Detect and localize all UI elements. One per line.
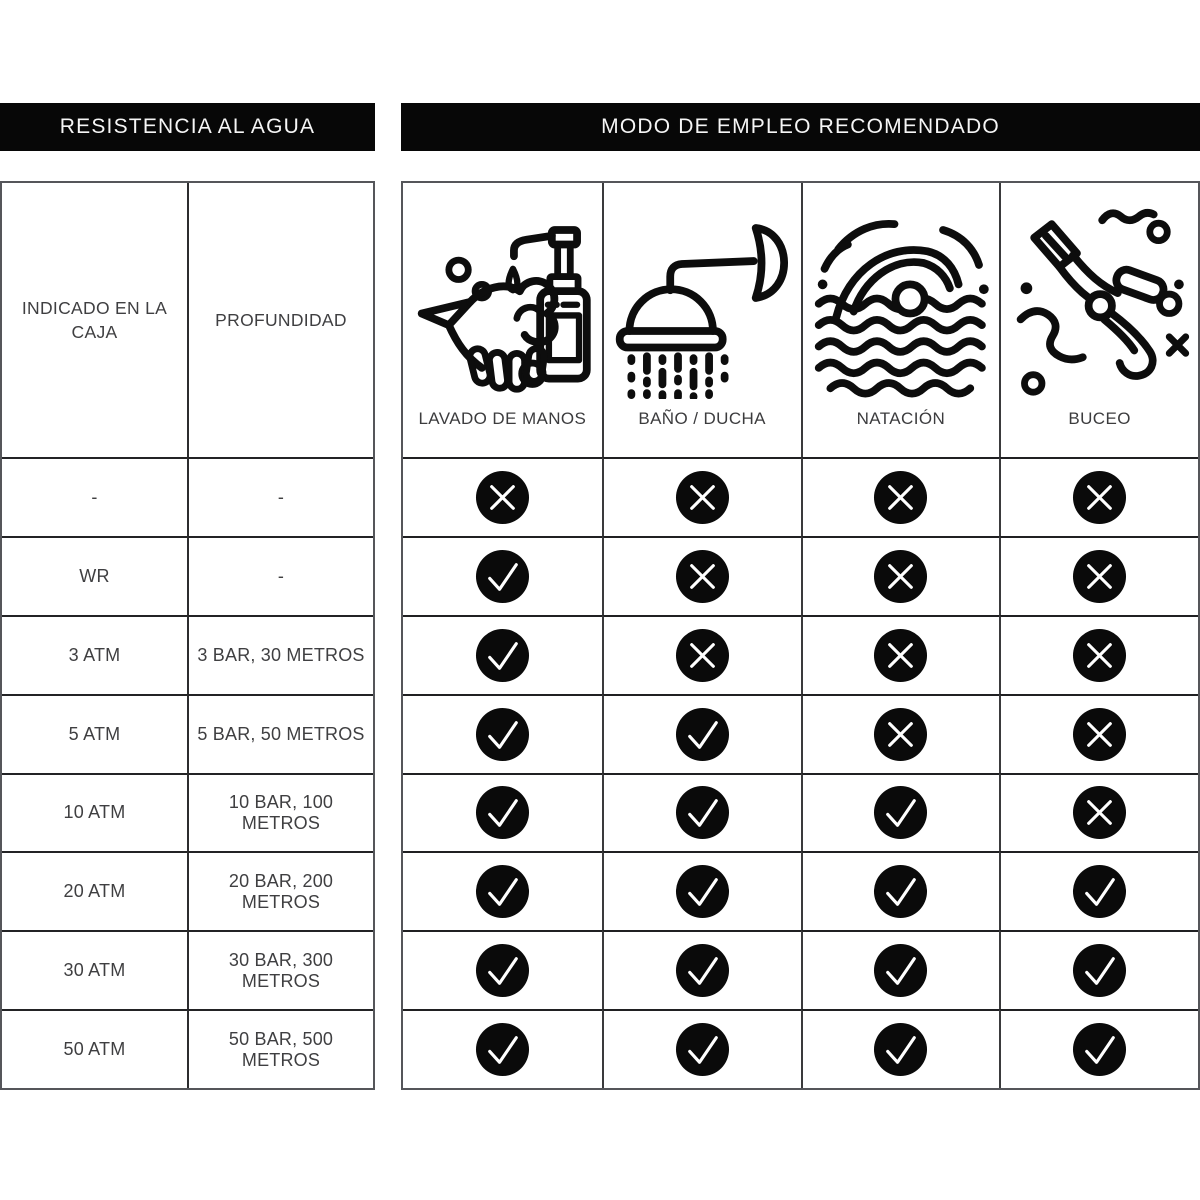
usage-mark-cell (999, 930, 1198, 1009)
check-icon (873, 1022, 928, 1077)
usage-column-handwash (403, 183, 602, 457)
profundidad-cell: - (187, 536, 373, 615)
water-resistance-table (0, 181, 375, 1090)
cross-icon (873, 707, 928, 762)
usage-mark-cell (602, 1009, 801, 1088)
check-icon (675, 1022, 730, 1077)
handwash-icon (410, 195, 595, 399)
usage-mark-cell (999, 1009, 1198, 1088)
usage-mark-cell (602, 536, 801, 615)
cross-icon (873, 470, 928, 525)
usage-mark-cell (999, 615, 1198, 694)
usage-mark-cell (403, 851, 602, 930)
cross-icon (675, 549, 730, 604)
check-icon (475, 549, 530, 604)
usage-mark-cell (403, 773, 602, 852)
usage-column-swimming (801, 183, 1000, 457)
check-icon (475, 864, 530, 919)
check-icon (675, 785, 730, 840)
profundidad-cell: 5 BAR, 50 METROS (187, 694, 373, 773)
profundidad-cell: 20 BAR, 200 METROS (187, 851, 373, 930)
recommended-use-header-bar: MODO DE EMPLEO RECOMENDADO (401, 103, 1200, 151)
check-icon (675, 864, 730, 919)
usage-mark-cell (801, 457, 1000, 536)
caja-cell: - (2, 457, 187, 536)
usage-column-label: NATACIÓN (856, 409, 946, 428)
cross-icon (1072, 628, 1127, 683)
caja-cell: 5 ATM (2, 694, 187, 773)
check-icon (1072, 864, 1127, 919)
profundidad-cell: - (187, 457, 373, 536)
caja-cell: 50 ATM (2, 1009, 187, 1088)
check-icon (675, 707, 730, 762)
check-icon (475, 1022, 530, 1077)
usage-mark-cell (602, 851, 801, 930)
usage-column-label: BAÑO / DUCHA (638, 409, 766, 428)
profundidad-cell: 50 BAR, 500 METROS (187, 1009, 373, 1088)
caja-cell: 3 ATM (2, 615, 187, 694)
cross-icon (873, 628, 928, 683)
usage-mark-cell (403, 536, 602, 615)
usage-mark-cell (801, 536, 1000, 615)
usage-column-label: BUCEO (1068, 409, 1131, 428)
usage-column-shower (602, 183, 801, 457)
cross-icon (675, 628, 730, 683)
caja-cell: WR (2, 536, 187, 615)
recommended-use-table (401, 181, 1200, 1090)
usage-column-label: LAVADO DE MANOS (418, 409, 587, 428)
check-icon (873, 785, 928, 840)
usage-mark-cell (999, 694, 1198, 773)
profundidad-cell: 10 BAR, 100 METROS (187, 773, 373, 852)
profundidad-cell: 30 BAR, 300 METROS (187, 930, 373, 1009)
usage-mark-cell (999, 851, 1198, 930)
usage-mark-cell (403, 1009, 602, 1088)
profundidad-column-header: PROFUNDIDAD (187, 183, 373, 457)
check-icon (1072, 943, 1127, 998)
usage-mark-cell (801, 930, 1000, 1009)
usage-mark-cell (602, 773, 801, 852)
diving-icon (1007, 195, 1192, 399)
usage-mark-cell (403, 457, 602, 536)
water-resistance-header-bar: RESISTENCIA AL AGUA (0, 103, 375, 151)
check-icon (1072, 1022, 1127, 1077)
check-icon (475, 707, 530, 762)
usage-mark-cell (999, 457, 1198, 536)
swimming-icon (809, 195, 994, 399)
usage-mark-cell (602, 930, 801, 1009)
check-icon (873, 864, 928, 919)
cross-icon (1072, 470, 1127, 525)
check-icon (675, 943, 730, 998)
caja-cell: 30 ATM (2, 930, 187, 1009)
usage-mark-cell (602, 694, 801, 773)
usage-mark-cell (801, 851, 1000, 930)
caja-column-header: INDICADO EN LA CAJA (21, 297, 168, 342)
usage-mark-cell (403, 694, 602, 773)
check-icon (475, 785, 530, 840)
usage-mark-cell (801, 615, 1000, 694)
usage-mark-cell (999, 773, 1198, 852)
usage-mark-cell (999, 536, 1198, 615)
cross-icon (1072, 785, 1127, 840)
usage-mark-cell (403, 930, 602, 1009)
usage-mark-cell (801, 1009, 1000, 1088)
cross-icon (475, 470, 530, 525)
usage-mark-cell (403, 615, 602, 694)
cross-icon (1072, 549, 1127, 604)
profundidad-cell: 3 BAR, 30 METROS (187, 615, 373, 694)
usage-column-diving (999, 183, 1198, 457)
cross-icon (1072, 707, 1127, 762)
usage-mark-cell (801, 773, 1000, 852)
caja-cell: 10 ATM (2, 773, 187, 852)
usage-mark-cell (602, 615, 801, 694)
caja-cell: 20 ATM (2, 851, 187, 930)
usage-mark-cell (602, 457, 801, 536)
cross-icon (873, 549, 928, 604)
check-icon (475, 628, 530, 683)
check-icon (475, 943, 530, 998)
check-icon (873, 943, 928, 998)
cross-icon (675, 470, 730, 525)
usage-mark-cell (801, 694, 1000, 773)
shower-icon (610, 195, 795, 399)
